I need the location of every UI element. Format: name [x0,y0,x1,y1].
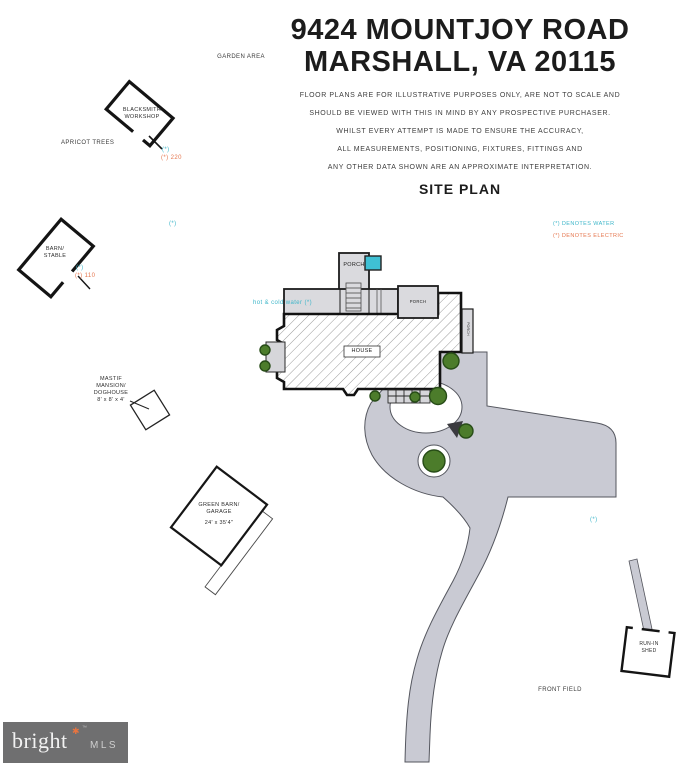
disclaimer-line: SHOULD BE VIEWED WITH THIS IN MIND BY ANY PROSPECTIVE PURCHASER. [309,110,611,117]
driveway [365,352,616,762]
shed-lane [629,559,652,631]
legend-water: (*) DENOTES WATER [553,221,615,227]
tree [459,424,473,438]
electric-marker-110: (*) 110 [75,273,96,279]
label-barn-2: STABLE [43,253,67,259]
label-run-in-shed-1: RUN-IN [639,641,659,647]
label-hot-cold-water: hot & cold water (*) [253,300,313,306]
section-title: SITE PLAN [418,181,502,197]
label-apricot-trees: APRICOT TREES [61,140,115,146]
label-green-barn-dims: 24' x 35'4" [204,520,234,526]
bush [260,345,270,355]
label-doghouse-2: MANSION/ [96,383,126,389]
label-green-barn-2: GARAGE [206,509,232,515]
bush [410,392,420,402]
water-marker: (*) [169,221,177,227]
label-blacksmith-2: WORKSHOP [124,114,160,120]
tree [443,353,459,369]
brightmls-mls-text: MLS [90,740,119,751]
brightmls-watermark [3,722,128,763]
label-run-in-shed-2: SHED [641,648,657,654]
trademark-symbol: ™ [82,725,87,731]
label-doghouse-3: DOGHOUSE [93,390,129,396]
water-marker: (*) [162,147,170,153]
bush [260,361,270,371]
dog-house-outline [130,390,170,429]
label-doghouse-dims: 8' x 8' x 4' [97,397,125,403]
legend-electric: (*) DENOTES ELECTRIC [553,233,624,239]
label-screened-porch: PORCH [409,299,427,304]
tree [423,450,445,472]
brightmls-logo-text: bright [12,728,68,753]
label-blacksmith-1: BLACKSMITH [122,107,162,113]
disclaimer-line: ALL MEASUREMENTS, POSITIONING, FIXTURES, FITTINGS AND [337,146,583,153]
page-title-line2: MARSHALL, VA 20115 [304,46,616,78]
green-barn-outline [155,467,278,595]
label-side-porch: PORCH [466,322,470,336]
water-marker: (*) [76,265,84,271]
label-front-field: FRONT FIELD [538,687,582,693]
page-header [230,14,690,78]
disclaimer-line: ANY OTHER DATA SHOWN ARE AN APPROXIMATE INTERPRETATION. [327,164,593,171]
electric-marker-220: (*) 220 [161,155,182,161]
hot-tub [365,256,381,270]
brightmls-star-icon: ✱ [72,726,80,736]
water-marker: (*) [590,517,598,523]
label-barn-1: BARN/ [45,246,65,252]
label-house: HOUSE [351,348,373,354]
bush [370,391,380,401]
rear-steps [388,390,430,403]
label-green-barn-1: GREEN BARN/ [198,502,240,508]
label-garden-area: GARDEN AREA [217,54,265,60]
disclaimer-line: WHILST EVERY ATTEMPT IS MADE TO ENSURE THE ACCURACY, [336,128,584,135]
tree [430,388,447,405]
page-title-line1: 9424 MOUNTJOY ROAD [290,14,630,46]
house-steps-ladder [346,283,361,311]
label-doghouse-1: MASTIF [100,376,122,382]
label-top-wing-porch: PORCH [343,262,365,268]
disclaimer-line: FLOOR PLANS ARE FOR ILLUSTRATIVE PURPOSES ONLY, ARE NOT TO SCALE AND [299,92,621,99]
